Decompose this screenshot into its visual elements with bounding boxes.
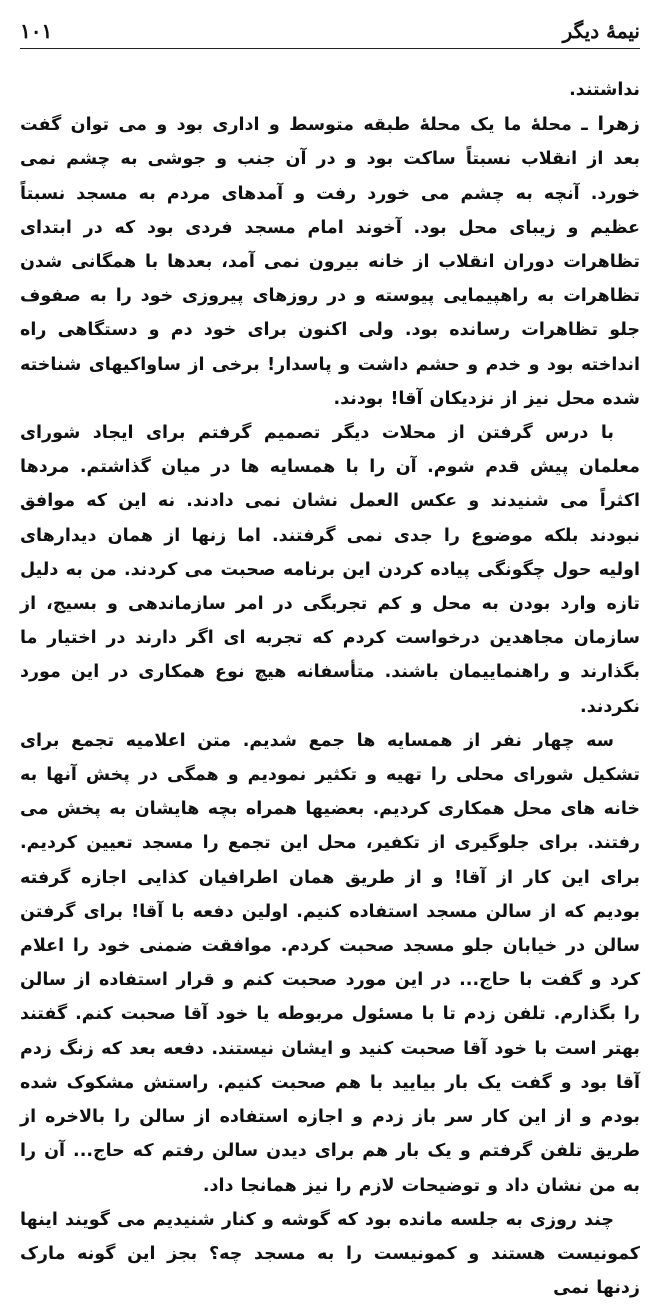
paragraph-continuation [20,73,640,107]
speaker-label: زهرا ـ [581,113,640,136]
paragraph [20,724,640,1203]
paragraph [20,416,640,724]
paragraph-text: سه چهار نفر از همسایه ها جمع شدیم. متن اعلامیه تجمع برای تشکیل شورای محلی را تهیه و تکثیر نمودیم و همگی در پخش آنها به خانه های محل همکاری کردیم. بعضیها همراه بچه هایشان به پخش می رفتند. برای جلوگیری از تکفیر، محل این تجمع را مسجد تعیین کردیم. برای این کار از آقا! و از طریق همان اطرافیان کذایی اجازه گرفته بودیم که از سالن مسجد استفاده کنیم. اولین دفعه با آقا! برای گرفتن سالن در خیابان جلو مسجد صحبت کردم. موافقت ضمنی خود را اعلام کرد و گفت با حاج... در این مورد صحبت کنم و قرار استفاده از سالن را بگذارم. تلفن زدم تا با مسئول مربوطه یا خود آقا صحبت کنم. گفتند بهتر است با خود آقا صحبت کنید و ایشان نیستند. دفعه بعد که زنگ زدم آقا بود و گفت یک بار بیایید با هم صحبت کنیم. راستش مشکوک شده بودم و از این کار سر باز زدم و اجازه استفاده از سالن را بالاخره از طریق تلفن گرفتم و یک بار هم برای دیدن سالن رفتم که حاج... آن را به من نشان داد و توضیحات لازم را نیز همانجا داد. [20,730,640,1196]
paragraph-zahra [20,107,640,416]
paragraph-text: محلهٔ ما یک محلهٔ طبقه متوسط و اداری بود و می توان گفت بعد از انقلاب نسبتاً ساکت بود و در آن جنب و جوشی به چشم نمی خورد. آنچه به چشم می خورد رفت و آمدهای مردم به مسجد نسبتاً عظیم و زیبای محل بود. آخوند امام مسجد فردی بود که در ابتدای تظاهرات دوران انقلاب از خانه بیرون نمی آمد، بعدها با همگانی شدن تظاهرات به راهپیمایی پیوسته و در روزهای پیروزی خود را به صفوف جلو تظاهرات رسانده بود. ولی اکنون برای خود دم و دستگاهی راه انداخته بود و خدم و حشم داشت و پاسدار! برخی از ساواکیهای شناخته شده محل نیز از نزدیکان آقا! بودند. [20,115,640,409]
page-header [20,14,640,49]
paragraph-text: چند روزی به جلسه مانده بود که گوشه و کنار شنیدیم می گویند اینها کمونیست هستند و کمونیست را به مسجد چه؟ بجز این گونه مارک زدنها نمی [20,1209,640,1299]
running-title: نیمهٔ دیگر [562,19,640,43]
paragraph-text: نداشتند. [569,80,640,100]
paragraph-text: با درس گرفتن از محلات دیگر تصمیم گرفتم برای ایجاد شورای معلمان پیش قدم شوم. آن را با همسایه ها در میان گذاشتم. مردها اکثراً می شنیدند و عکس العمل نشان نمی دادند. نه این که موافق نبودند بلکه موضوع را جدی نمی گرفتند. اما زنها از همان دیدارهای اولیه حول چگونگی پیاده کردن این برنامه صحبت می کردند. من به دلیل تازه وارد بودن به محل و کم تجربگی در امر سازماندهی و بسیج، از سازمان مجاهدین درخواست کردم که تجربه ای اگر دارند در اختیار ما بگذارند و راهنماییمان باشند. متأسفانه هیچ نوع همکاری در این مورد نکردند. [20,423,640,717]
page-number: ۱۰۱ [20,19,53,43]
paragraph [20,1203,640,1305]
body-text [20,73,640,1305]
